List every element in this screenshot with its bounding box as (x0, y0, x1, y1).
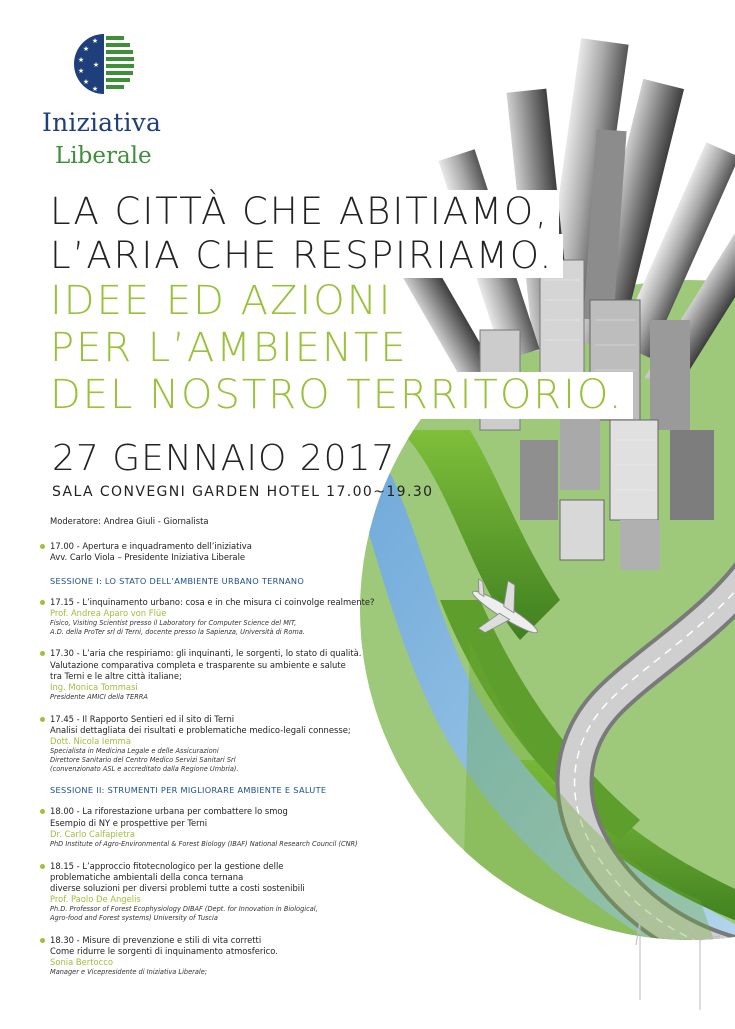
item-speaker: Sonia Bertocco (50, 957, 113, 968)
item-affiliation: A.D. della ProTer srl di Terni, docente presso la Sapienza, Università di Roma. (50, 627, 305, 636)
session-2-title: SESSIONE II: STRUMENTI PER MIGLIORARE AMBIENTE E SALUTE (50, 785, 327, 796)
item-description: Valutazione comparativa completa e trasparente su ambiente e salute tra Terni e le altre città italiane; (50, 659, 346, 681)
bullet-dot (40, 651, 45, 656)
item-speaker: Prof. Andrea Aparo von Flüe (50, 608, 167, 619)
title-line-1: LA CITTÀ CHE ABITIAMO, (40, 190, 559, 234)
item-time-title: 18.00 - La riforestazione urbana per combattere lo smog (50, 806, 288, 817)
title-line-2: L’ARIA CHE RESPIRIAMO. (40, 234, 563, 278)
program-item (40, 806, 440, 848)
item-affiliation: Ph.D. Professor of Forest Ecophysiology DIBAF (Dept. for Innovation in Biological, (50, 905, 318, 914)
program-item (40, 861, 440, 923)
item-time-title: 17.00 - Apertura e inquadramento dell’iniziativa (50, 541, 252, 552)
program-item (40, 597, 440, 637)
program-item (40, 714, 440, 773)
title-line-4: PER L’AMBIENTE (40, 325, 418, 372)
logo-name-liberale: Liberale (55, 143, 152, 169)
item-time-title: 18.15 - L’approccio fitotecnologico per la gestione delle problematiche ambientali della conca ternana (50, 860, 284, 882)
item-affiliation: Agro-food and Forest systems) University of Tuscia (50, 914, 218, 923)
logo-name-iniziativa: Iniziativa (42, 108, 162, 137)
item-speaker: Dott. Nicola Iemma (50, 736, 131, 747)
program-item (40, 648, 440, 701)
item-affiliation: Presidente AMICI della TERRA (50, 693, 148, 702)
item-speaker: Prof. Paolo De Angelis (50, 894, 141, 905)
item-speaker: Dr. Carlo Calfapietra (50, 828, 136, 839)
program (40, 516, 440, 989)
item-affiliation: Fisico, Visiting Scientist presso il Laboratory for Computer Science del MIT, (50, 619, 297, 628)
item-affiliation: (convenzionato ASL e accreditato dalla Regione Umbria). (50, 764, 239, 773)
svg-text:★: ★ (77, 67, 85, 75)
bullet-dot (40, 864, 45, 869)
event-date: 27 GENNAIO 2017 (52, 438, 396, 479)
item-affiliation: Specialista in Medicina Legale e delle Assicurazioni (50, 747, 219, 756)
title-line-3: IDEE ED AZIONI (40, 278, 402, 325)
program-item (40, 935, 440, 977)
svg-text:★: ★ (91, 85, 99, 93)
item-speaker: Avv. Carlo Viola – Presidente Iniziativa Liberale (50, 552, 246, 563)
item-affiliation: PhD Institute of Agro-Environmental & Forest Biology (IBAF) National Research Council (CNR) (50, 840, 358, 849)
svg-text:★: ★ (82, 78, 90, 86)
item-description: diverse soluzioni per diversi problemi tutte a costi sostenibili (50, 883, 305, 894)
item-time-title: 18.30 - Misure di prevenzione e stili di vita corretti (50, 934, 262, 945)
svg-text:★: ★ (91, 37, 99, 45)
program-item-opening (40, 541, 440, 563)
svg-text:★: ★ (77, 56, 85, 64)
item-time-title: 17.45 - Il Rapporto Sentieri ed il sito di Terni (50, 713, 235, 724)
item-time-title: 17.15 - L’inquinamento urbano: cosa e in che misura ci coinvolge realmente? (50, 596, 375, 607)
item-time-title: 17.30 - L’aria che respiriamo: gli inquinanti, le sorgenti, lo stato di qualità. (50, 648, 362, 659)
bullet-dot (40, 938, 45, 943)
item-affiliation: Direttore Sanitario del Centro Medico Servizi Sanitari Srl (50, 756, 236, 765)
iniziativa-liberale-logo (74, 32, 134, 96)
bullet-dot (40, 717, 45, 722)
item-description: Esempio di NY e prospettive per Terni (50, 817, 208, 828)
svg-text:★: ★ (82, 45, 90, 53)
bullet-dot (40, 809, 45, 814)
bullet-dot (40, 544, 45, 549)
bullet-dot (40, 600, 45, 605)
title-line-5: DEL NOSTRO TERRITORIO. (40, 372, 633, 419)
moderator: Moderatore: Andrea Giuli - Giornalista (50, 516, 209, 526)
item-description: Analisi dettagliata dei risultati e problematiche medico-legali connesse; (50, 725, 351, 736)
svg-text:★: ★ (92, 61, 100, 69)
item-affiliation: Manager e Vicepresidente di Iniziativa Liberale; (50, 968, 208, 977)
event-title (40, 190, 633, 419)
item-description: Come ridurre le sorgenti di inquinamento atmosferico. (50, 945, 278, 956)
session-1-title: SESSIONE I: LO STATO DELL’AMBIENTE URBANO TERNANO (50, 575, 305, 586)
event-venue: SALA CONVEGNI GARDEN HOTEL 17.00~19.30 (52, 484, 434, 500)
item-speaker: Ing. Monica Tommasi (50, 682, 138, 693)
